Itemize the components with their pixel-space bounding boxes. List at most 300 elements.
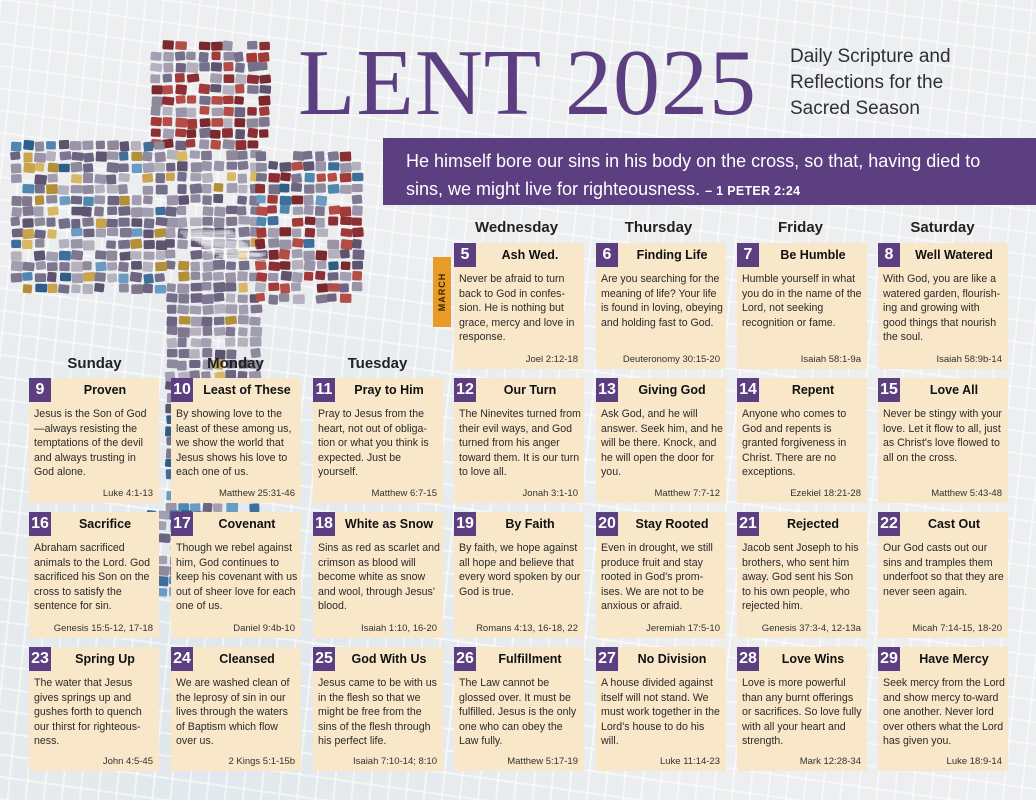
weekday-header-tuesday: Tuesday bbox=[347, 355, 408, 372]
mosaic-tile bbox=[268, 161, 278, 170]
mosaic-tile bbox=[305, 216, 316, 225]
mosaic-tile bbox=[292, 272, 303, 283]
mosaic-tile bbox=[11, 142, 22, 152]
mosaic-tile bbox=[130, 272, 143, 283]
mosaic-tile bbox=[213, 183, 223, 192]
mosaic-tile bbox=[166, 316, 177, 326]
mosaic-tile bbox=[47, 229, 57, 239]
mosaic-tile bbox=[131, 261, 142, 270]
mosaic-tile bbox=[156, 240, 168, 250]
mosaic-tile bbox=[94, 195, 105, 204]
banner-quote: He himself bore our sins in his body on the cross, so that, having died to sins, we might live for righteousness. bbox=[406, 151, 981, 199]
day-scripture-ref: Isaiah 58:1-9a bbox=[800, 354, 861, 365]
mosaic-tile bbox=[213, 282, 226, 293]
mosaic-tile bbox=[223, 96, 234, 105]
mosaic-tile bbox=[23, 284, 33, 294]
day-title: Well Watered bbox=[915, 248, 993, 262]
day-card bbox=[313, 647, 443, 771]
month-tab-label: MARCH bbox=[437, 272, 447, 312]
mosaic-tile bbox=[339, 283, 349, 292]
day-title: Fulfillment bbox=[498, 652, 562, 666]
mosaic-tile bbox=[71, 207, 83, 216]
mosaic-tile bbox=[256, 195, 266, 204]
day-title: White as Snow bbox=[344, 517, 434, 531]
mosaic-tile bbox=[155, 285, 166, 294]
mosaic-tile bbox=[292, 218, 304, 227]
mosaic-tile bbox=[202, 195, 212, 205]
mosaic-tile bbox=[237, 195, 247, 204]
mosaic-tile bbox=[238, 174, 247, 184]
mosaic-tile bbox=[280, 205, 290, 214]
day-scripture-ref: Ezekiel 18:21-28 bbox=[790, 488, 861, 499]
mosaic-tile bbox=[315, 161, 326, 171]
mosaic-tile bbox=[176, 95, 186, 104]
day-reflection: We are washed clean of the leprosy of sin in our lives through the waters of Baptism which flow over us. bbox=[176, 677, 290, 747]
mosaic-tile bbox=[237, 161, 248, 171]
day-card bbox=[454, 512, 584, 638]
mosaic-tile bbox=[130, 238, 142, 249]
mosaic-tile bbox=[150, 52, 162, 61]
mosaic-tile bbox=[143, 141, 153, 151]
day-reflection: The Ninevites turned from their evil ways, and God turned from his anger toward them. It is our turn to love all. bbox=[459, 408, 581, 478]
day-number: 26 bbox=[454, 647, 476, 671]
mosaic-tile bbox=[304, 173, 314, 183]
day-title: Have Mercy bbox=[919, 652, 989, 666]
mosaic-tile bbox=[316, 173, 326, 182]
mosaic-tile bbox=[118, 163, 129, 172]
mosaic-tile bbox=[177, 172, 187, 182]
mosaic-tile bbox=[239, 261, 250, 271]
mosaic-tile bbox=[154, 141, 164, 149]
mosaic-tile bbox=[178, 294, 189, 304]
mosaic-tile bbox=[247, 41, 258, 50]
mosaic-tile bbox=[303, 239, 314, 248]
mosaic-tile bbox=[213, 503, 222, 512]
mosaic-tile bbox=[210, 84, 221, 93]
weekday-header-thursday: Thursday bbox=[624, 219, 693, 236]
mosaic-tile bbox=[203, 503, 213, 513]
mosaic-tile bbox=[280, 271, 292, 281]
mosaic-tile bbox=[178, 327, 190, 337]
mosaic-tile bbox=[143, 229, 153, 238]
mosaic-tile bbox=[340, 272, 352, 281]
mosaic-tile bbox=[48, 162, 60, 172]
mosaic-tile bbox=[35, 239, 44, 248]
mosaic-tile bbox=[279, 249, 291, 260]
mosaic-tile bbox=[269, 184, 281, 194]
mosaic-tile bbox=[189, 305, 201, 314]
mosaic-tile bbox=[279, 227, 291, 236]
mosaic-tile bbox=[11, 174, 22, 183]
mosaic-tile bbox=[328, 261, 339, 270]
mosaic-tile bbox=[150, 74, 160, 83]
mosaic-tile bbox=[280, 172, 291, 181]
mosaic-tile bbox=[293, 206, 304, 215]
mosaic-tile bbox=[267, 205, 277, 214]
mosaic-tile bbox=[279, 184, 289, 193]
mosaic-tile bbox=[151, 96, 163, 106]
day-number: 23 bbox=[29, 647, 51, 671]
month-tab bbox=[433, 257, 451, 327]
mosaic-tile bbox=[352, 162, 361, 171]
mosaic-tile bbox=[226, 206, 238, 214]
mosaic-tile bbox=[130, 251, 142, 259]
day-title: Giving God bbox=[638, 383, 706, 397]
mosaic-tile bbox=[234, 96, 244, 105]
mosaic-tile bbox=[224, 74, 235, 83]
mosaic-tile bbox=[247, 85, 259, 94]
mosaic-tile bbox=[155, 262, 167, 272]
mosaic-tile bbox=[178, 195, 189, 205]
mosaic-tile bbox=[328, 249, 340, 259]
day-title: Our Turn bbox=[503, 383, 557, 397]
mosaic-tile bbox=[223, 62, 233, 72]
mosaic-tile bbox=[58, 185, 69, 195]
day-number: 14 bbox=[737, 378, 759, 402]
mosaic-tile bbox=[211, 96, 223, 105]
mosaic-tile bbox=[82, 206, 92, 217]
day-title: Proven bbox=[83, 383, 127, 397]
mosaic-tile bbox=[95, 250, 107, 260]
mosaic-tile bbox=[246, 118, 258, 128]
day-scripture-ref: Luke 4:1-13 bbox=[102, 488, 153, 499]
mosaic-tile bbox=[190, 217, 202, 226]
mosaic-tile bbox=[223, 118, 233, 128]
mosaic-tile bbox=[23, 163, 35, 174]
mosaic-tile bbox=[166, 218, 178, 228]
mosaic-tile bbox=[210, 73, 223, 84]
mosaic-tile bbox=[12, 228, 24, 237]
mosaic-tile bbox=[142, 173, 153, 183]
mosaic-tile bbox=[234, 118, 245, 127]
mosaic-tile bbox=[212, 108, 224, 117]
day-number: 8 bbox=[878, 243, 900, 267]
mosaic-tile bbox=[11, 240, 21, 248]
mosaic-tile bbox=[118, 262, 129, 273]
day-title: Love All bbox=[929, 383, 979, 397]
mosaic-tile bbox=[226, 327, 236, 337]
mosaic-tile bbox=[10, 217, 20, 227]
day-reflection: Love is more powerful than any burnt offerings or sacrifices. So love fully with all your heart and strength. bbox=[742, 677, 862, 747]
mosaic-tile bbox=[119, 196, 129, 206]
mosaic-tile bbox=[340, 151, 352, 161]
mosaic-tile bbox=[211, 62, 223, 72]
mosaic-tile bbox=[256, 173, 267, 182]
day-reflection: Jesus is the Son of God—always resisting the temptations of the devil and always trusting in God alone. bbox=[34, 408, 147, 478]
day-reflection: Are you searching for the meaning of life? Your life is found in loving, obeying and holding fast to God. bbox=[601, 273, 723, 329]
mosaic-tile bbox=[36, 261, 47, 270]
mosaic-tile bbox=[167, 195, 179, 205]
mosaic-tile bbox=[222, 139, 235, 150]
mosaic-tile bbox=[11, 273, 23, 283]
mosaic-tile bbox=[202, 173, 214, 184]
mosaic-tile bbox=[213, 194, 223, 203]
mosaic-tile bbox=[34, 250, 46, 261]
day-number: 25 bbox=[313, 647, 335, 671]
day-number: 13 bbox=[596, 378, 618, 402]
mosaic-tile bbox=[237, 151, 247, 160]
mosaic-tile bbox=[142, 162, 155, 173]
mosaic-tile bbox=[107, 206, 117, 215]
mosaic-tile bbox=[213, 260, 225, 270]
day-number: 29 bbox=[878, 647, 900, 671]
mosaic-tile bbox=[34, 229, 46, 239]
mosaic-tile bbox=[71, 228, 83, 237]
mosaic-tile bbox=[280, 261, 291, 270]
mosaic-tile bbox=[150, 106, 160, 116]
mosaic-tile bbox=[155, 217, 167, 226]
mosaic-tile bbox=[328, 283, 340, 292]
mosaic-tile bbox=[83, 173, 93, 183]
mosaic-tile bbox=[71, 174, 82, 184]
mosaic-tile bbox=[163, 63, 173, 73]
day-reflection: By showing love to the least of these among us, we show the world that Jesus shows his love to each one of us. bbox=[176, 408, 292, 478]
mosaic-tile bbox=[227, 172, 236, 181]
mosaic-tile bbox=[222, 85, 234, 95]
day-scripture-ref: Genesis 37:3-4, 12-13a bbox=[761, 623, 861, 634]
mosaic-tile bbox=[178, 337, 187, 347]
mosaic-tile bbox=[328, 184, 340, 194]
scripture-banner bbox=[383, 138, 1036, 205]
day-reflection: The water that Jesus gives springs up and gushes forth to quench our thirst for righteous-ness. bbox=[34, 677, 142, 747]
mosaic-tile bbox=[106, 151, 118, 160]
day-number: 7 bbox=[737, 243, 759, 267]
mosaic-tile bbox=[83, 152, 94, 162]
mosaic-tile bbox=[213, 292, 224, 302]
mosaic-tile bbox=[166, 173, 175, 181]
mosaic-tile bbox=[71, 196, 83, 205]
mosaic-tile bbox=[239, 305, 249, 315]
mosaic-tile bbox=[199, 127, 211, 138]
weekday-header-saturday: Saturday bbox=[910, 219, 975, 236]
mosaic-tile bbox=[118, 173, 130, 182]
mosaic-tile bbox=[214, 206, 226, 216]
mosaic-tile bbox=[155, 173, 165, 183]
mosaic-tile bbox=[268, 228, 279, 238]
day-title: Cleansed bbox=[219, 652, 275, 666]
day-title: Love Wins bbox=[781, 652, 845, 666]
day-number: 9 bbox=[29, 378, 51, 402]
mosaic-tile bbox=[59, 239, 70, 249]
mosaic-tile bbox=[214, 327, 226, 336]
mosaic-tile bbox=[259, 74, 271, 83]
mosaic-tile bbox=[70, 141, 82, 150]
mosaic-tile bbox=[227, 162, 238, 170]
mosaic-tile bbox=[151, 128, 161, 136]
mosaic-tile bbox=[187, 95, 196, 103]
day-card bbox=[596, 512, 726, 638]
mosaic-tile bbox=[256, 217, 267, 227]
mosaic-tile bbox=[46, 195, 57, 204]
mosaic-tile bbox=[268, 294, 278, 304]
mosaic-tile bbox=[256, 163, 267, 172]
mosaic-tile bbox=[47, 206, 58, 216]
mosaic-tile bbox=[144, 240, 155, 249]
mosaic-tile bbox=[211, 42, 223, 51]
mosaic-tile bbox=[162, 107, 172, 116]
mosaic-tile bbox=[71, 152, 84, 161]
mosaic-tile bbox=[106, 162, 119, 173]
mosaic-tile bbox=[292, 260, 304, 270]
mosaic-tile bbox=[59, 164, 70, 172]
mosaic-tile bbox=[198, 83, 210, 94]
mosaic-tile bbox=[291, 173, 302, 183]
day-reflection: With God, you are like a watered garden, flourish-ing and growing with good things that nourish the soul. bbox=[883, 273, 1001, 343]
mosaic-tile bbox=[35, 184, 45, 193]
day-card bbox=[737, 378, 867, 503]
mosaic-tile bbox=[177, 161, 188, 171]
mosaic-tile bbox=[267, 216, 278, 225]
day-reflection: Even in drought, we still produce fruit and stay rooted in God's prom-ises. We are not to be anxious or afraid. bbox=[601, 542, 713, 612]
mosaic-tile bbox=[186, 52, 196, 60]
mosaic-tile bbox=[96, 219, 107, 228]
mosaic-tile bbox=[11, 207, 22, 217]
mosaic-tile bbox=[59, 262, 70, 271]
mosaic-tile bbox=[83, 229, 94, 238]
mosaic-tile bbox=[247, 128, 258, 139]
mosaic-tile bbox=[190, 250, 203, 260]
day-reflection: By faith, we hope against all hope and believe that every word spoken by our God is true. bbox=[459, 542, 581, 598]
mosaic-tile bbox=[119, 151, 129, 160]
page-title: LENT 2025 bbox=[298, 31, 757, 135]
mosaic-tile bbox=[199, 106, 209, 115]
day-title: Rejected bbox=[786, 517, 840, 531]
mosaic-tile bbox=[83, 163, 94, 173]
day-card bbox=[171, 378, 301, 503]
mosaic-tile bbox=[279, 293, 289, 302]
mosaic-tile bbox=[163, 52, 174, 62]
mosaic-tile bbox=[47, 262, 58, 271]
mosaic-tile bbox=[107, 273, 117, 283]
day-number: 22 bbox=[878, 512, 900, 536]
mosaic-tile bbox=[315, 151, 325, 161]
day-card bbox=[171, 647, 301, 771]
mosaic-tile bbox=[214, 161, 225, 172]
mosaic-tile bbox=[107, 185, 118, 194]
mosaic-tile bbox=[304, 184, 315, 193]
mosaic-tile bbox=[107, 196, 119, 205]
mosaic-tile bbox=[191, 162, 202, 172]
day-reflection: Seek mercy from the Lord and show mercy to-ward one another. Never lord over others what the Lord has given you. bbox=[883, 677, 1005, 747]
mosaic-tile bbox=[268, 261, 280, 271]
day-card bbox=[29, 647, 159, 771]
day-title: God With Us bbox=[351, 652, 427, 666]
mosaic-tile bbox=[202, 326, 212, 336]
day-number: 28 bbox=[737, 647, 759, 671]
page-subtitle: Daily Scripture and Reflections for the Sacred Season bbox=[790, 46, 951, 119]
mosaic-tile bbox=[187, 73, 200, 83]
mosaic-tile bbox=[22, 206, 34, 216]
mosaic-tile bbox=[175, 141, 186, 151]
day-scripture-ref: Matthew 25:31-46 bbox=[218, 488, 295, 499]
mosaic-tile bbox=[158, 510, 170, 519]
mosaic-tile bbox=[166, 283, 176, 292]
mosaic-tile bbox=[187, 119, 197, 129]
day-reflection: Though we rebel against him, God continues to keep his covenant with us out of sheer love for each one of us. bbox=[176, 542, 298, 612]
mosaic-tile bbox=[94, 206, 104, 216]
mosaic-tile bbox=[210, 130, 221, 139]
mosaic-tile bbox=[352, 249, 364, 259]
mosaic-tile bbox=[177, 305, 189, 315]
day-card bbox=[171, 512, 301, 638]
mosaic-tile bbox=[175, 118, 187, 128]
mosaic-tile bbox=[202, 317, 213, 327]
day-title: No Division bbox=[637, 652, 707, 666]
mosaic-tile bbox=[211, 51, 220, 60]
mosaic-tile bbox=[34, 152, 46, 162]
day-reflection: The Law cannot be glossed over. It must be fulfilled. Jesus is the only one who can obey the Law fully. bbox=[459, 677, 577, 747]
mosaic-tile bbox=[107, 228, 118, 236]
mosaic-tile bbox=[259, 129, 269, 138]
mosaic-tile bbox=[96, 141, 105, 150]
day-card bbox=[29, 378, 159, 503]
day-card bbox=[313, 378, 443, 503]
mosaic-tile bbox=[223, 107, 234, 117]
mosaic-tile bbox=[340, 206, 352, 216]
mosaic-tile bbox=[315, 206, 325, 216]
mosaic-tile bbox=[23, 140, 34, 151]
day-card bbox=[737, 647, 867, 771]
mosaic-tile bbox=[191, 272, 201, 280]
mosaic-tile bbox=[175, 51, 186, 61]
mosaic-tile bbox=[131, 284, 143, 294]
mosaic-tile bbox=[238, 327, 248, 337]
mosaic-tile bbox=[250, 337, 262, 347]
mosaic-tile bbox=[235, 84, 245, 94]
mosaic-tile bbox=[250, 327, 262, 338]
mosaic-tile bbox=[214, 317, 225, 326]
day-number: 19 bbox=[454, 512, 476, 536]
mosaic-tile bbox=[268, 250, 278, 260]
mosaic-tile bbox=[106, 240, 116, 249]
mosaic-tile bbox=[292, 238, 304, 248]
mosaic-tile bbox=[150, 63, 163, 72]
mosaic-tile bbox=[201, 161, 212, 171]
day-number: 10 bbox=[171, 378, 193, 402]
mosaic-tile bbox=[235, 129, 245, 139]
mosaic-tile bbox=[211, 118, 223, 127]
mosaic-tile bbox=[227, 183, 238, 193]
day-title: Finding Life bbox=[636, 248, 708, 262]
day-reflection: Sins as red as scarlet and crimson as blood will become white as snow and wool, through Jesus' blood. bbox=[318, 542, 440, 612]
day-title: Ash Wed. bbox=[501, 248, 559, 262]
mosaic-tile bbox=[35, 141, 45, 151]
mosaic-tile bbox=[106, 251, 117, 261]
mosaic-tile bbox=[82, 141, 93, 150]
mosaic-tile bbox=[48, 284, 58, 293]
mosaic-tile bbox=[352, 173, 363, 181]
mosaic-tile bbox=[118, 274, 128, 283]
mosaic-tile bbox=[142, 151, 153, 161]
mosaic-tile bbox=[316, 294, 329, 304]
day-reflection: Jesus came to be with us in the flesh so that we might be free from the sins of the flesh through his perfect life. bbox=[318, 677, 437, 747]
mosaic-tile bbox=[237, 337, 248, 347]
mosaic-tile bbox=[199, 42, 211, 51]
mosaic-tile bbox=[35, 273, 46, 282]
mosaic-tile bbox=[247, 74, 260, 84]
mosaic-tile bbox=[186, 129, 196, 138]
mosaic-tile bbox=[58, 218, 70, 229]
mosaic-tile bbox=[256, 227, 267, 238]
mosaic-tile bbox=[222, 128, 233, 138]
mosaic-tile bbox=[256, 272, 267, 282]
mosaic-tile bbox=[11, 163, 22, 173]
mosaic-tile bbox=[60, 273, 71, 282]
mosaic-tile bbox=[259, 106, 270, 116]
mosaic-tile bbox=[82, 261, 91, 270]
mosaic-tile bbox=[340, 162, 352, 173]
day-card bbox=[596, 647, 726, 771]
